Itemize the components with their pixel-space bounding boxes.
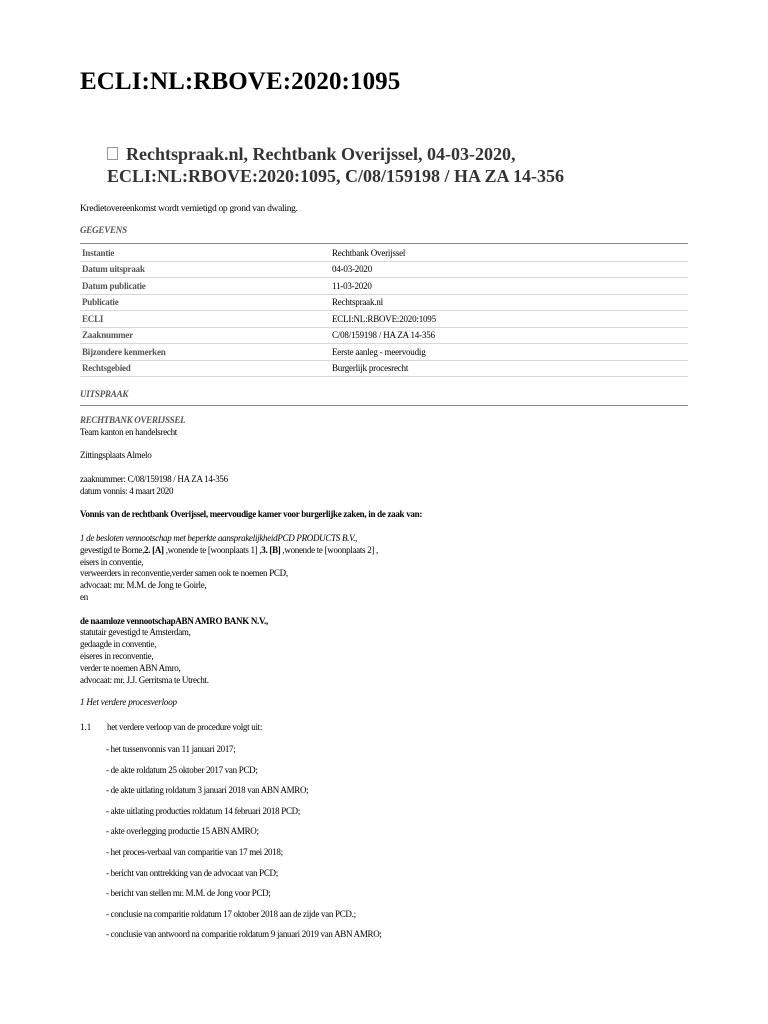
procedure-item: - conclusie van antwoord na comparitie roldatum 9 januari 2019 van ABN AMRO; bbox=[106, 929, 382, 940]
court-name: RECHTBANK OVERIJSSEL bbox=[80, 415, 186, 425]
procedure-item: - bericht van onttrekking van de advocaat van PCD; bbox=[106, 867, 278, 878]
gegevens-value: Eerste aanleg - meervoudig bbox=[330, 344, 688, 361]
gegevens-value: ECLI:NL:RBOVE:2020:1095 bbox=[330, 311, 688, 328]
procedure-item: - het tussenvonnis van 11 januari 2017; bbox=[106, 744, 236, 754]
gegevens-row bbox=[80, 327, 688, 344]
party3-name-b: 3. [B] bbox=[261, 544, 281, 555]
procedure-item: - bericht van stellen mr. M.M. de Jong voor PCD; bbox=[106, 888, 271, 899]
party1-role1: eisers in conventie, bbox=[80, 556, 144, 567]
procedure-item: - conclusie na comparitie roldatum 17 oktober 2018 aan de zijde van PCD.; bbox=[106, 908, 356, 919]
gegevens-row bbox=[80, 261, 688, 278]
gegevens-row bbox=[80, 360, 688, 377]
gegevens-row bbox=[80, 278, 688, 295]
party1-role2: verweerders in reconventie,verder samen ook te noemen PCD, bbox=[80, 568, 288, 579]
gegevens-value: C/08/159198 / HA ZA 14-356 bbox=[330, 327, 688, 344]
procedure-list bbox=[106, 744, 382, 950]
procedure-number: 1.1 bbox=[80, 722, 92, 732]
party1-lawyer: advocaat: mr. M.M. de Jong te Goirle, bbox=[80, 580, 207, 591]
party2-lawyer: advocaat: mr. J.J. Gerritsma te Utrecht. bbox=[80, 674, 209, 685]
verdict-body bbox=[80, 415, 688, 686]
party1-location: gevestigd te Borne, bbox=[80, 544, 145, 555]
gegevens-label: Publicatie bbox=[80, 294, 330, 311]
gegevens-row bbox=[80, 294, 688, 311]
procedure-item: - de akte roldatum 25 oktober 2017 van PCD; bbox=[106, 764, 258, 775]
gegevens-label: ECLI bbox=[80, 311, 330, 328]
gegevens-row bbox=[80, 344, 688, 361]
uitspraak-header: UITSPRAAK bbox=[80, 389, 129, 399]
case-summary: Kredietovereenkomst wordt vernietigd op grond van dwaling. bbox=[80, 204, 298, 214]
uitspraak-divider bbox=[80, 405, 688, 406]
court-location: Zittingsplaats Almelo bbox=[80, 450, 152, 461]
gegevens-value: 04-03-2020 bbox=[330, 261, 688, 278]
gegevens-table bbox=[80, 245, 688, 377]
party2-line4: verder te noemen ABN Amro, bbox=[80, 662, 181, 673]
case-number: zaaknummer: C/08/159198 / HA ZA 14-356 bbox=[80, 473, 228, 484]
party2-line3: eiseres in reconventie, bbox=[80, 650, 154, 661]
verdict-date: datum vonnis: 4 maart 2020 bbox=[80, 485, 174, 496]
gegevens-label: Rechtsgebied bbox=[80, 360, 330, 377]
gegevens-header: GEGEVENS bbox=[80, 225, 127, 235]
gegevens-label: Datum uitspraak bbox=[80, 261, 330, 278]
gegevens-row bbox=[80, 245, 688, 261]
party2-heading: de naamloze vennootschapABN AMRO BANK N.V., bbox=[80, 615, 268, 626]
party2-name-a: 2. [A] bbox=[144, 544, 164, 555]
gegevens-value: Rechtspraak.nl bbox=[330, 294, 688, 311]
gegevens-value: Burgerlijk procesrecht bbox=[330, 360, 688, 377]
party-separator: en bbox=[80, 591, 88, 602]
party2-residence-a: ,wonende te [woonplaats 1] , bbox=[163, 544, 262, 555]
procedure-item: - akte overlegging productie 15 ABN AMRO; bbox=[106, 826, 259, 837]
gegevens-label: Bijzondere kenmerken bbox=[80, 344, 330, 361]
party3-residence-b: ,wonende te [woonplaats 2] , bbox=[280, 544, 379, 555]
party1-heading: 1 de besloten vennootschap met beperkte aansprakelijkheidPCD PRODUCTS B.V., bbox=[80, 532, 358, 543]
gegevens-label: Instantie bbox=[80, 245, 330, 261]
procedure-heading: 1 Het verdere procesverloop bbox=[80, 697, 177, 707]
citation-line-2: ECLI:NL:RBOVE:2020:1095, C/08/159198 / HA ZA 14-356 bbox=[107, 166, 565, 186]
procedure-item: - de akte uitlating roldatum 3 januari 2018 van ABN AMRO; bbox=[106, 785, 309, 796]
gegevens-row bbox=[80, 311, 688, 328]
gegevens-value: Rechtbank Overijssel bbox=[330, 245, 688, 261]
party2-line2: gedaagde in conventie, bbox=[80, 639, 157, 650]
gegevens-label: Datum publicatie bbox=[80, 278, 330, 295]
court-team: Team kanton en handelsrecht bbox=[80, 426, 177, 437]
page-title: ECLI:NL:RBOVE:2020:1095 bbox=[80, 68, 401, 95]
party2-line1: statutair gevestigd te Amsterdam, bbox=[80, 627, 191, 638]
verdict-intro: Vonnis van de rechtbank Overijssel, meervoudige kamer voor burgerlijke zaken, in de zaak van: bbox=[80, 509, 423, 520]
gegevens-divider bbox=[80, 243, 688, 244]
procedure-item: - akte uitlating producties roldatum 14 februari 2018 PCD; bbox=[106, 805, 301, 816]
citation-line-1: Rechtspraak.nl, Rechtbank Overijssel, 04-03-2020, bbox=[126, 144, 516, 164]
gegevens-value: 11-03-2020 bbox=[330, 278, 688, 295]
procedure-intro: het verdere verloop van de procedure volgt uit: bbox=[107, 722, 263, 732]
gegevens-label: Zaaknummer bbox=[80, 327, 330, 344]
procedure-item: - het proces-verbaal van comparitie van 17 mei 2018; bbox=[106, 846, 283, 857]
citation-heading bbox=[107, 143, 667, 187]
party1-details bbox=[80, 545, 688, 557]
document-icon bbox=[107, 147, 118, 160]
